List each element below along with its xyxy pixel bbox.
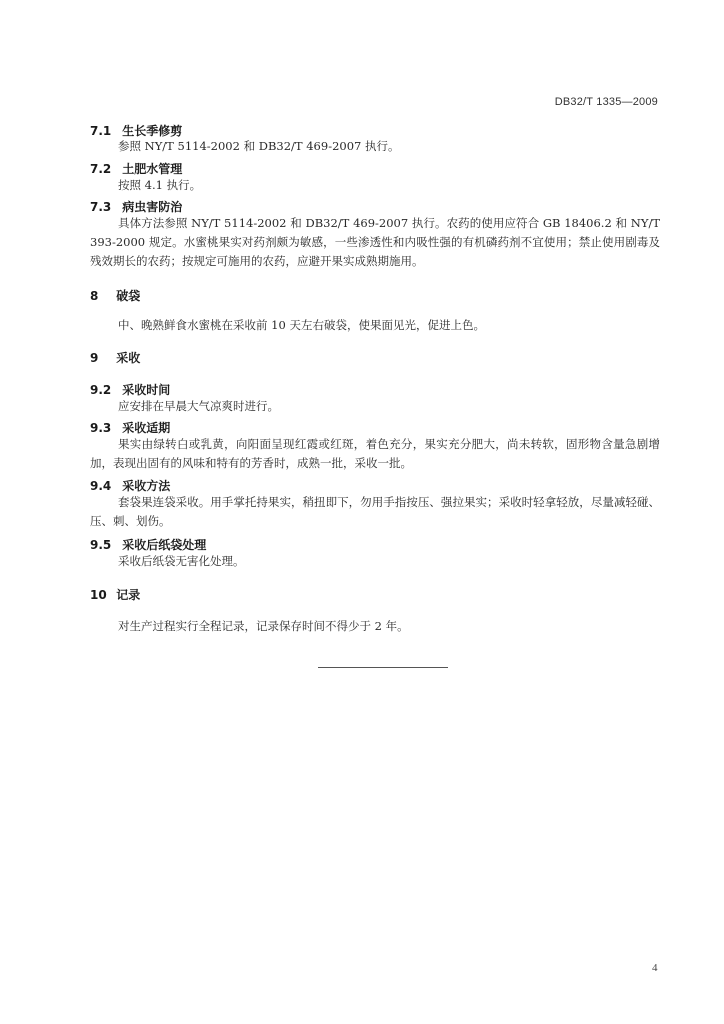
section-8-heading: [90, 287, 140, 304]
section-number: 10: [90, 588, 107, 602]
section-title: 破袋: [116, 289, 141, 303]
section-number: 8: [90, 289, 99, 303]
section-title: 采收适期: [122, 421, 171, 435]
section-number: 7.2: [90, 162, 112, 176]
section-10-heading: [90, 586, 140, 603]
document-code: DB32/T 1335—2009: [554, 96, 658, 108]
section-title: 采收后纸袋处理: [122, 538, 207, 552]
section-title: 采收时间: [122, 383, 171, 397]
section-number: 9: [90, 351, 99, 365]
section-title: 生长季修剪: [122, 124, 183, 138]
section-number: 9.3: [90, 421, 112, 435]
section-title: 病虫害防治: [122, 200, 183, 214]
section-number: 7.3: [90, 200, 112, 214]
section-9-3-text: 果实由绿转白或乳黄，向阳面呈现红霞或红斑，着色充分，果实充分肥大，尚未转软，固形物含量急剧增加，表现出固有的风味和特有的芳香时，成熟一批，采收一批。: [90, 437, 660, 470]
section-9-2-text: 应安排在早晨大气凉爽时进行。: [118, 399, 279, 413]
section-9-5-text: 采收后纸袋无害化处理。: [118, 554, 245, 568]
section-9-5-heading: [90, 536, 206, 553]
end-divider: [318, 667, 448, 668]
section-title: 记录: [116, 588, 141, 602]
section-10-text: 对生产过程实行全程记录，记录保存时间不得少于 2 年。: [118, 619, 409, 633]
section-7-1-text: 参照 NY/T 5114-2002 和 DB32/T 469-2007 执行。: [118, 139, 400, 153]
section-7-3-heading: [90, 198, 182, 215]
section-title: 采收方法: [122, 479, 171, 493]
section-9-2-heading: [90, 381, 170, 398]
section-9-3-heading: [90, 419, 170, 436]
section-title: 采收: [116, 351, 141, 365]
section-9-heading: [90, 349, 140, 366]
page-number: 4: [652, 962, 658, 974]
section-8-text: 中、晚熟鲜食水蜜桃在采收前 10 天左右破袋，使果面见光，促进上色。: [118, 318, 485, 332]
section-number: 9.5: [90, 538, 112, 552]
section-7-2-heading: [90, 160, 182, 177]
section-number: 9.4: [90, 479, 112, 493]
section-7-3-text: 具体方法参照 NY/T 5114-2002 和 DB32/T 469-2007 执行。农药的使用应符合 GB 18406.2 和 NY/T 393-2000 规定。水蜜桃果实对药剂颇为敏感，一些渗透性和内吸性强的有机磷药剂不宜使用；禁止使用剧毒及残效期长的农药；按规定可施用的农药，应避开果实成熟期施用。: [90, 216, 660, 268]
section-9-4-text: 套袋果连袋采收。用手掌托持果实，稍扭即下，勿用手指按压、强拉果实；采收时轻拿轻放，尽量减轻碰、压、刺、划伤。: [90, 495, 660, 528]
section-title: 土肥水管理: [122, 162, 183, 176]
section-number: 9.2: [90, 383, 112, 397]
section-7-2-text: 按照 4.1 执行。: [118, 178, 202, 192]
section-9-4-heading: [90, 477, 170, 494]
section-number: 7.1: [90, 124, 112, 138]
